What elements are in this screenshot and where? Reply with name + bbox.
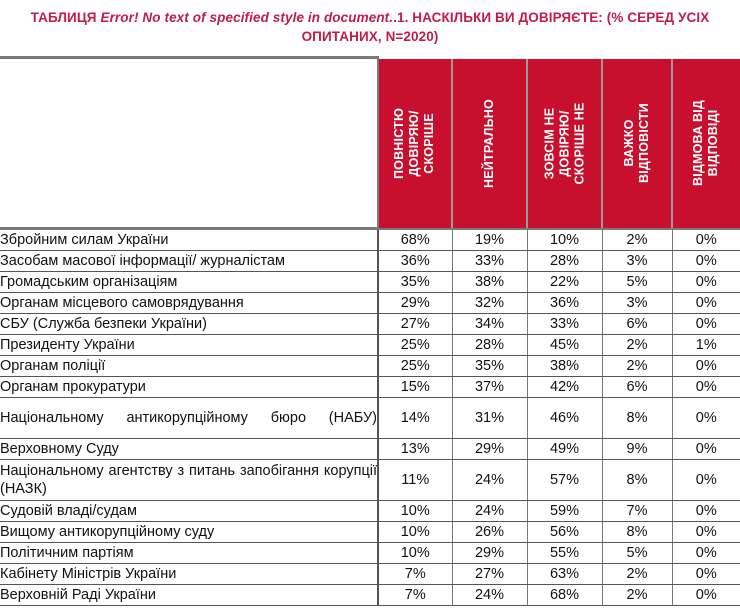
header-label-trust: ПОВНІСТЮ ДОВІРЯЮ/ СКОРІШЕ — [392, 107, 437, 179]
header-row — [0, 58, 740, 229]
cell-distrust: 68% — [527, 585, 602, 606]
cell-trust: 25% — [378, 356, 452, 377]
cell-hard: 6% — [602, 377, 672, 398]
header-cell-blank — [0, 58, 378, 229]
cell-hard: 7% — [602, 501, 672, 522]
table-row — [0, 398, 740, 439]
cell-trust: 10% — [378, 543, 452, 564]
table-row — [0, 229, 740, 251]
cell-hard: 8% — [602, 460, 672, 501]
cell-distrust: 28% — [527, 251, 602, 272]
cell-refuse: 0% — [672, 501, 740, 522]
cell-neutral: 19% — [452, 229, 527, 251]
row-label: СБУ (Служба безпеки України) — [0, 314, 378, 335]
cell-hard: 2% — [602, 585, 672, 606]
row-label: Судовій владі/судам — [0, 501, 378, 522]
table-row — [0, 585, 740, 606]
cell-refuse: 0% — [672, 439, 740, 460]
table-row — [0, 543, 740, 564]
table-row — [0, 272, 740, 293]
table-row — [0, 460, 740, 501]
cell-refuse: 0% — [672, 564, 740, 585]
table-row — [0, 564, 740, 585]
table-row — [0, 439, 740, 460]
header-label-hard: ВАЖКО ВІДПОВІСТИ — [622, 103, 652, 183]
cell-trust: 11% — [378, 460, 452, 501]
cell-neutral: 31% — [452, 398, 527, 439]
cell-distrust: 22% — [527, 272, 602, 293]
row-label: Президенту України — [0, 335, 378, 356]
trust-table — [0, 56, 740, 606]
cell-refuse: 0% — [672, 522, 740, 543]
table-row — [0, 501, 740, 522]
cell-distrust: 57% — [527, 460, 602, 501]
cell-hard: 9% — [602, 439, 672, 460]
cell-neutral: 29% — [452, 543, 527, 564]
cell-hard: 3% — [602, 293, 672, 314]
table-row — [0, 377, 740, 398]
cell-trust: 10% — [378, 501, 452, 522]
cell-distrust: 55% — [527, 543, 602, 564]
row-label: Громадським організаціям — [0, 272, 378, 293]
cell-hard: 3% — [602, 251, 672, 272]
cell-trust: 35% — [378, 272, 452, 293]
row-label: Органам поліції — [0, 356, 378, 377]
cell-hard: 2% — [602, 335, 672, 356]
cell-neutral: 33% — [452, 251, 527, 272]
header-cell-neutral — [452, 58, 527, 229]
header-label-refuse: ВІДМОВА ВІД ВІДПОВІДІ — [691, 99, 721, 187]
cell-refuse: 1% — [672, 335, 740, 356]
table-row — [0, 335, 740, 356]
table-body — [0, 229, 740, 606]
cell-refuse: 0% — [672, 377, 740, 398]
cell-trust: 13% — [378, 439, 452, 460]
cell-distrust: 10% — [527, 229, 602, 251]
row-label: Національному агентству з питань запобігання корупції (НАЗК) — [0, 460, 378, 501]
cell-hard: 5% — [602, 543, 672, 564]
cell-hard: 2% — [602, 356, 672, 377]
header-label-distrust: ЗОВСІМ НЕ ДОВІРЯЮ/ СКОРІШЕ НЕ — [542, 102, 586, 184]
cell-hard: 5% — [602, 272, 672, 293]
cell-refuse: 0% — [672, 543, 740, 564]
cell-distrust: 59% — [527, 501, 602, 522]
cell-trust: 29% — [378, 293, 452, 314]
row-label: Збройним силам України — [0, 229, 378, 251]
cell-distrust: 49% — [527, 439, 602, 460]
cell-neutral: 29% — [452, 439, 527, 460]
cell-distrust: 33% — [527, 314, 602, 335]
cell-trust: 68% — [378, 229, 452, 251]
row-label: Верховній Раді України — [0, 585, 378, 606]
cell-distrust: 56% — [527, 522, 602, 543]
header-cell-refuse — [672, 58, 740, 229]
row-label: Органам прокуратури — [0, 377, 378, 398]
header-cell-hard — [602, 58, 672, 229]
header-cell-trust — [378, 58, 452, 229]
cell-distrust: 42% — [527, 377, 602, 398]
cell-trust: 14% — [378, 398, 452, 439]
cell-refuse: 0% — [672, 314, 740, 335]
cell-neutral: 28% — [452, 335, 527, 356]
cell-hard: 2% — [602, 564, 672, 585]
cell-neutral: 32% — [452, 293, 527, 314]
cell-trust: 10% — [378, 522, 452, 543]
row-label: Кабінету Міністрів України — [0, 564, 378, 585]
cell-hard: 6% — [602, 314, 672, 335]
cell-neutral: 24% — [452, 501, 527, 522]
title-error-text: Error! No text of specified style in document. — [100, 10, 394, 25]
cell-neutral: 37% — [452, 377, 527, 398]
row-label: Верховному Суду — [0, 439, 378, 460]
cell-distrust: 38% — [527, 356, 602, 377]
table-row — [0, 251, 740, 272]
cell-neutral: 34% — [452, 314, 527, 335]
row-label: Засобам масової інформації/ журналістам — [0, 251, 378, 272]
cell-refuse: 0% — [672, 356, 740, 377]
table-row — [0, 356, 740, 377]
cell-refuse: 0% — [672, 251, 740, 272]
cell-hard: 8% — [602, 522, 672, 543]
cell-trust: 15% — [378, 377, 452, 398]
cell-trust: 25% — [378, 335, 452, 356]
header-label-neutral: НЕЙТРАЛЬНО — [482, 98, 497, 188]
cell-trust: 27% — [378, 314, 452, 335]
title-prefix: ТАБЛИЦЯ — [30, 10, 101, 25]
cell-distrust: 45% — [527, 335, 602, 356]
row-label: Вищому антикорупційному суду — [0, 522, 378, 543]
cell-refuse: 0% — [672, 398, 740, 439]
table-row — [0, 293, 740, 314]
cell-refuse: 0% — [672, 293, 740, 314]
cell-refuse: 0% — [672, 585, 740, 606]
cell-refuse: 0% — [672, 229, 740, 251]
cell-distrust: 63% — [527, 564, 602, 585]
table-row — [0, 314, 740, 335]
header-cell-distrust — [527, 58, 602, 229]
row-label: Політичним партіям — [0, 543, 378, 564]
cell-neutral: 35% — [452, 356, 527, 377]
cell-hard: 2% — [602, 229, 672, 251]
cell-trust: 36% — [378, 251, 452, 272]
row-label: Національному антикорупційному бюро (НАБУ) — [0, 398, 378, 439]
cell-neutral: 24% — [452, 460, 527, 501]
table-header — [0, 58, 740, 229]
cell-neutral: 24% — [452, 585, 527, 606]
row-label: Органам місцевого самоврядування — [0, 293, 378, 314]
table-row — [0, 522, 740, 543]
title-suffix: .1. НАСКІЛЬКИ ВИ ДОВІРЯЄТЕ: (% СЕРЕД УСІХ ОПИТАНИХ, N=2020) — [301, 10, 710, 44]
cell-distrust: 46% — [527, 398, 602, 439]
cell-distrust: 36% — [527, 293, 602, 314]
cell-trust: 7% — [378, 564, 452, 585]
cell-trust: 7% — [378, 585, 452, 606]
cell-neutral: 38% — [452, 272, 527, 293]
cell-neutral: 26% — [452, 522, 527, 543]
cell-neutral: 27% — [452, 564, 527, 585]
cell-refuse: 0% — [672, 460, 740, 501]
page-title — [0, 0, 740, 56]
cell-hard: 8% — [602, 398, 672, 439]
cell-refuse: 0% — [672, 272, 740, 293]
